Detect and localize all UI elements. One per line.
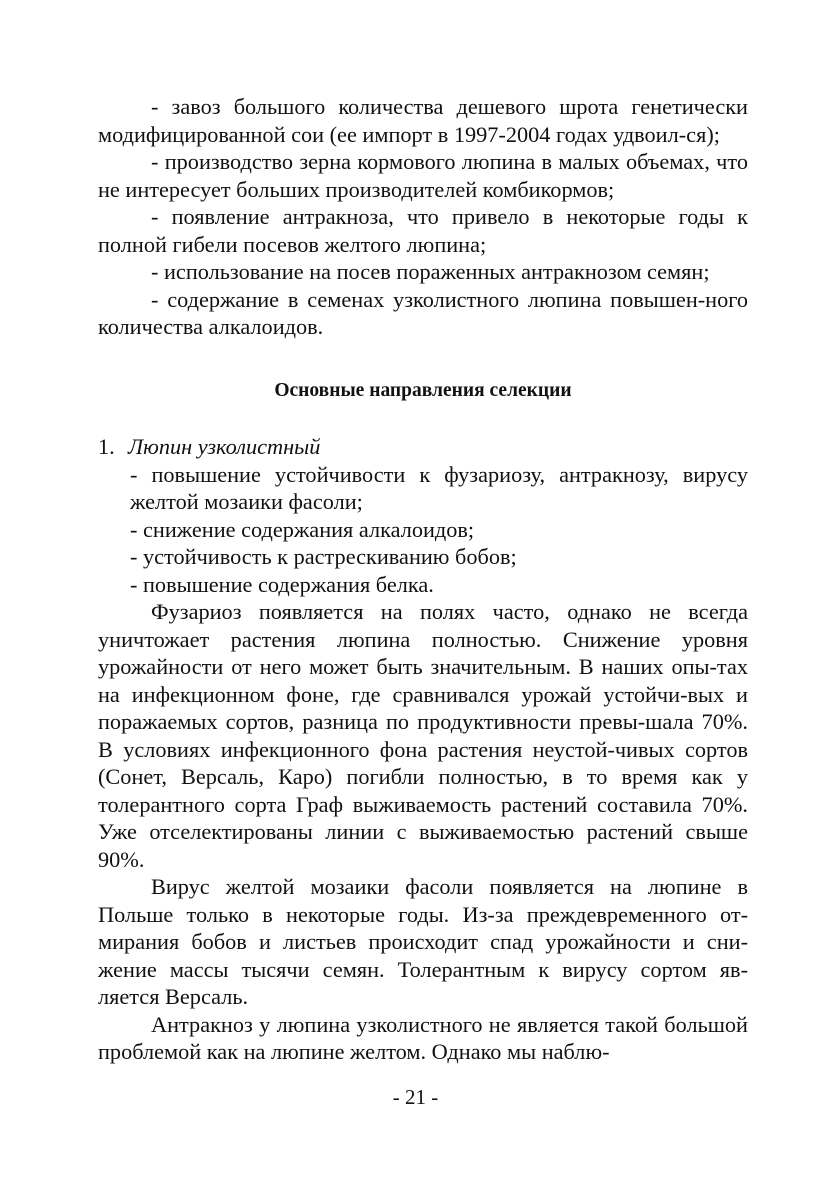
paragraph-anthracnose: Антракноз у люпина узколистного не является такой большой проблемой как на люпине желтом. Однако мы наблю- [98,1011,748,1064]
paragraph-fusarium: Фузариоз появляется на полях часто, однако не всегда уничтожает растения люпина полностью. Снижение уровня урожайности от него может быть значительным. В наших опы-тах на инфекционном фоне, где сравнивался урожай устойчи-вых и поражаемых сортов, разница по продуктивности превы-шала 70%. В условиях инфекционного фона растения неустой-чивых сортов (Сонет, Версаль, Каро) погибли полностью, в то время как у толерантного сорта Граф выживаемость растений составила 70%. Уже отселектированы линии с выживаемостью растений свыше 90%. [98,599,748,872]
section-title [98,433,748,461]
intro-item-3: - появление антракноза, что привело в некоторые годы к полной гибели посевов желтого люпина; [98,204,748,257]
intro-item-4: - использование на посев пораженных антракнозом семян; [151,259,710,284]
list-item: - повышение устойчивости к фузариозу, антракнозу, вирусу желтой мозаики фасоли; [130,461,748,514]
list-item: - снижение содержания алкалоидов; [130,516,475,542]
page-number: - 21 - [392,1085,439,1109]
section-heading: Основные направления селекции [274,379,572,401]
paragraph-virus: Вирус желтой мозаики фасоли появляется на люпине в Польше только в некоторые годы. Из-за преждевременного от-мирания бобов и листьев происходит спад урожайности и сни-жение массы тысячи семян. Толерантным к вирусу сортом яв-ляется Версаль. [98,874,748,1009]
document-page [98,93,748,1066]
section-title-text: Люпин узколистный [128,433,321,459]
section-number: 1. [98,433,115,459]
selection-directions-list [98,461,748,599]
list-item: - устойчивость к растрескиванию бобов; [130,544,517,569]
intro-item-1: - завоз большого количества дешевого шрота генетически модифицированной сои (ее импорт в 1997-2004 годах удвоил-ся); [98,94,748,147]
list-item: - повышение содержания белка. [130,571,434,597]
intro-item-5: - содержание в семенах узколистного люпина повышен-ного количества алкалоидов. [98,286,748,339]
intro-item-2: - производство зерна кормового люпина в малых объемах, что не интересует больших производителей комбикормов; [98,149,748,202]
